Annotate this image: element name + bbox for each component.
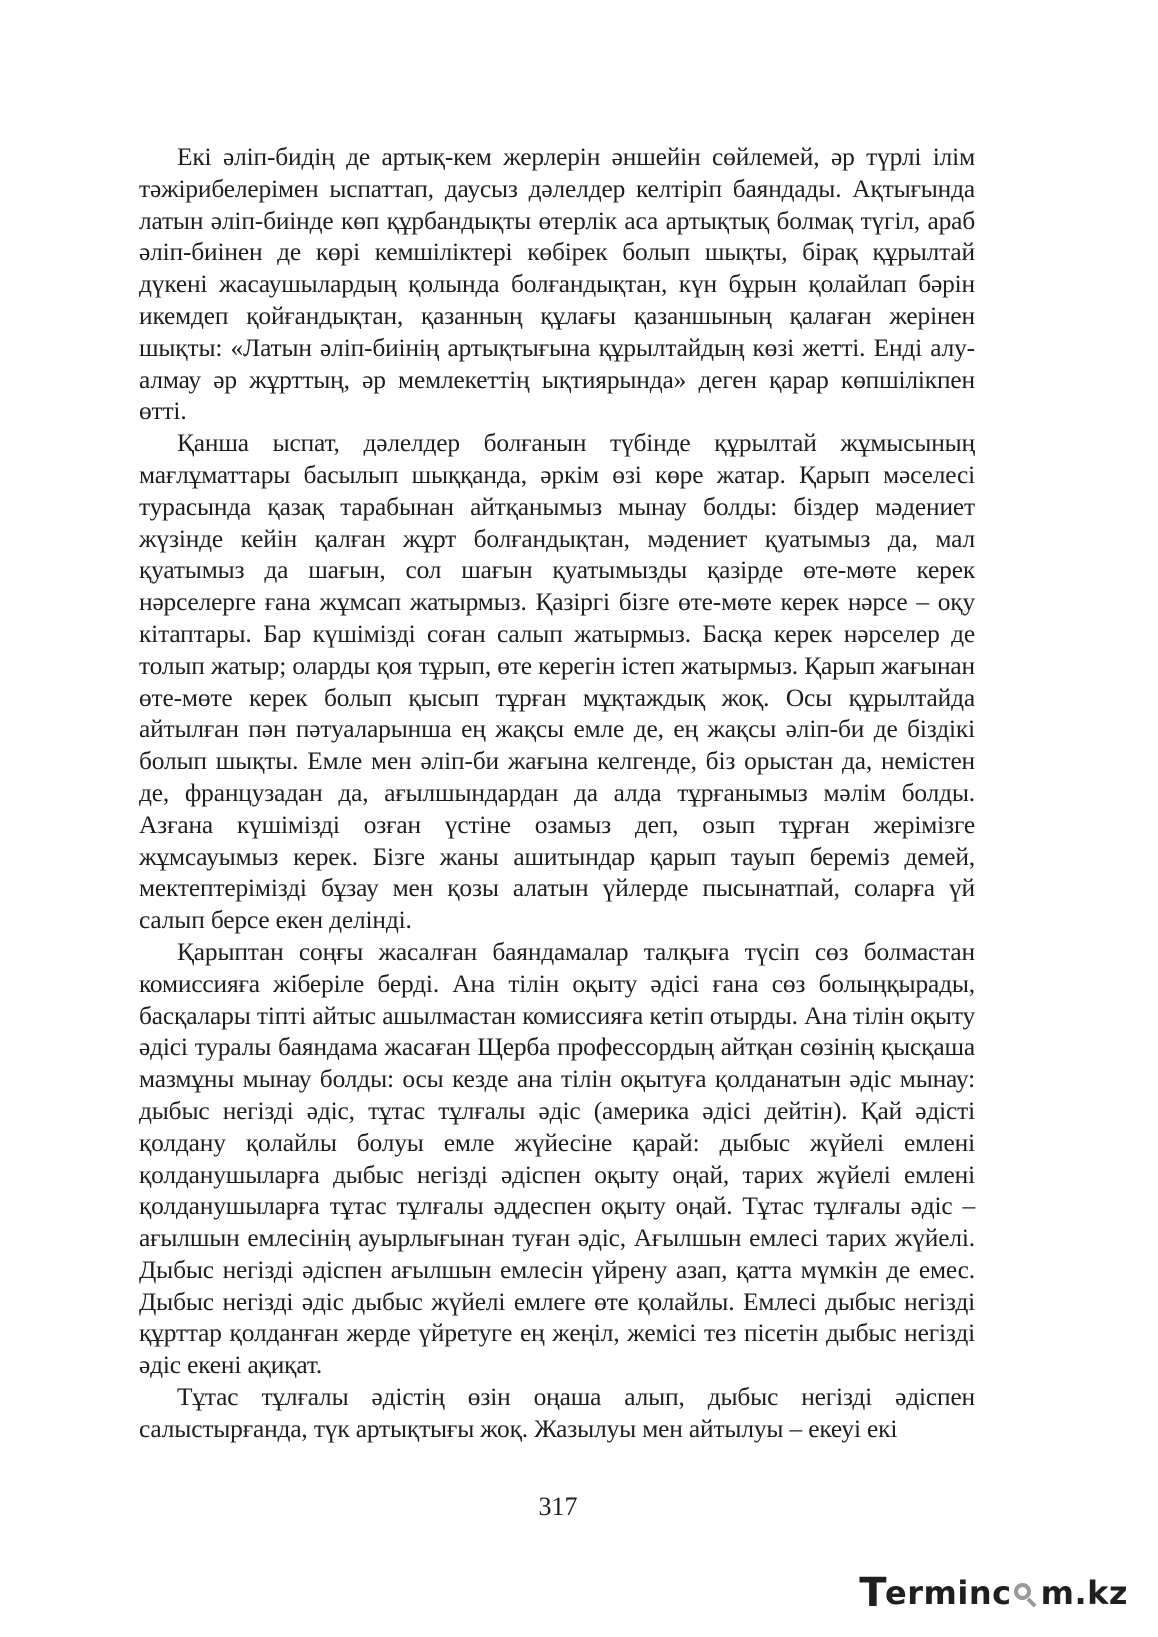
paragraph-3: Қарыптан соңғы жасалған баяндамалар талқыға түсіп сөз болмастан комиссияға жіберіле берді. Ана тілін оқыту әдісі ғана сөз болыңқырады, басқалары тіпті айтыс ашылмастан комиссияға кетіп отырды. Ана тілін оқыту әдісі туралы баяндама жасаған Щерба профессордың айтқан сөзінің қысқаша мазмұны мынау болды: осы кезде ана тілін оқытуға қолданатын әдіс мынау: дыбыс негізді әдіс, тұтас тұлғалы әдіс (америка әдісі дейтін). Қай әдісті қолдану қолайлы болуы емле жүйесіне қарай: дыбыс жүйелі емлені қолданушыларға дыбыс негізді әдіспен оқыту оңай, тарих жүйелі емлені қолданушыларға тұтас тұлғалы әддеспен оқыту оңай. Тұтас тұлғалы әдіс – ағылшын емлесінің ауырлығынан туған әдіс, Ағылшын емлесі тарих жүйелі. Дыбыс негізді әдіспен ағылшын емлесін үйрену азап, қатта мүмкін де емес. Дыбыс негізді әдіс дыбыс жүйелі емлеге өте қолайлы. Емлесі дыбыс негізді құрттар қолданған жерде үйретуге ең жеңіл, жемісі тез пісетін дыбыс негізді әдіс екені ақиқат. bbox=[139, 937, 975, 1380]
termincom-watermark-logo bbox=[859, 1571, 1128, 1615]
paragraph-2: Қанша ыспат, дәлелдер болғанын түбінде құрылтай жұмысының мағлұматтары басылып шыққанда, әркім өзі көре жатар. Қарып мәселесі турасында қазақ тарабынан айтқанымыз мынау болды: біздер мәдениет жүзінде кейін қалған жұрт болғандықтан, мәдениет қуатымыз да, мал қуатымыз да шағын, сол шағын қуатымызды қазірде өте-мөте керек нәрселерге ғана жұмсап жатырмыз. Қазіргі бізге өте-мөте керек нәрсе – оқу кітаптары. Бар күшімізді соған салып жатырмыз. Басқа керек нәрселер де толып жатыр; оларды қоя тұрып, өте керегін істеп жатырмыз. Қарып жағынан өте-мөте керек болып қысып тұрған мұқтаждық жоқ. Осы құрылтайда айтылған пән пәтуаларынша ең жақсы емле де, ең жақсы әліп-би де біздікі болып шықты. Емле мен әліп-би жағына келгенде, біз орыстан да, немістен де, французадан да, ағылшындардан да алда тұрғанымыз мәлім болды. Азғана күшімізді озған үстіне озамыз деп, озып тұрған жерімізге жұмсауымыз керек. Бізге жаны ашитындар қарып тауып береміз демей, мектептерімізді бұзау мен қозы алатын үйлерде пысынатпай, соларға үй салып берсе екен делінді. bbox=[139, 429, 975, 935]
watermark-middle: erminc bbox=[885, 1574, 1012, 1612]
paragraph-1: Екі әліп-бидің де артық-кем жерлерін әншейін сөйлемей, әр түрлі ілім тәжірибелерімен ыспаттап, даусыз дәлелдер келтіріп баяндады. Ақтығында латын әліп-биінде көп құрбандықты өтерлік аса артықтық болмақ түгіл, араб әліп-биінен де көрі кемшіліктері көбірек болып шықты, бірақ құрылтай дүкені жасаушылардың қолында болғандықтан, күн бұрын қолайлап бәрін икемдеп қойғандықтан, қазанның құлағы қазаншының қалаған жерінен шықты: «Латын әліп-биінің артықтығына құрылтайдың көзі жетті. Енді алу-алмау әр жұрттың, әр мемлекеттің ықтиярында» деген қарар көпшілікпен өтті. bbox=[139, 143, 975, 426]
watermark-initial: T bbox=[859, 1570, 888, 1616]
magnifier-icon bbox=[1013, 1580, 1040, 1607]
page-body bbox=[139, 142, 975, 1446]
paragraph-4: Тұтас тұлғалы әдістің өзін оңаша алып, дыбыс негізді әдіспен салыстырғанда, түк артықтығы жоқ. Жазылуы мен айтылуы – екеуі екі bbox=[139, 1383, 975, 1443]
page-number: 317 bbox=[538, 1492, 578, 1521]
watermark-suffix: m.kz bbox=[1040, 1574, 1128, 1612]
